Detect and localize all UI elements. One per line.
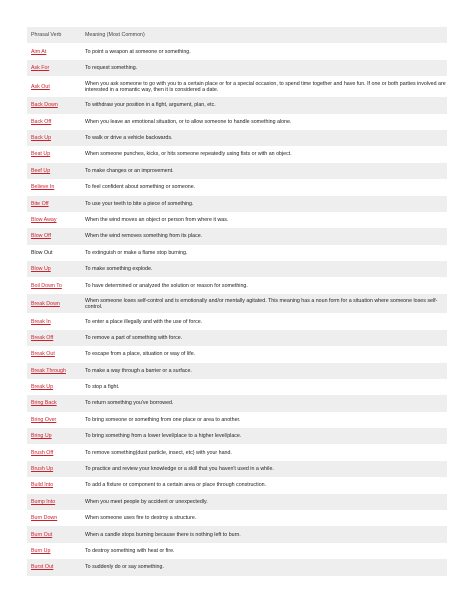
phrasal-verb-link[interactable]: Break Out bbox=[31, 351, 55, 358]
table-row bbox=[27, 379, 447, 395]
meaning-cell: To feel confident about something or someone. bbox=[85, 184, 196, 191]
phrasal-verb-link[interactable]: Believe In bbox=[31, 184, 55, 191]
phrasal-verb-cell bbox=[27, 428, 81, 444]
meaning-cell: To have determined or analyzed the solution or reason for something. bbox=[85, 282, 248, 289]
phrasal-verb-link[interactable]: Bump Into bbox=[31, 498, 56, 505]
phrasal-verb-cell bbox=[27, 97, 81, 113]
table-body bbox=[27, 43, 447, 575]
phrasal-verb-link[interactable]: Break Up bbox=[31, 384, 54, 391]
phrasal-verb-cell bbox=[27, 212, 81, 228]
meaning-cell: When someone loses self-control and is emotionally and/or mentally agitated. This meaning has a noun form for a situation where someone loses self-control. bbox=[81, 294, 447, 314]
table-row bbox=[27, 477, 447, 493]
phrasal-verb-cell bbox=[27, 146, 81, 162]
meaning-cell: To practice and review your knowledge or a skill that you haven't used in a while. bbox=[81, 461, 447, 477]
phrasal-verb-cell bbox=[27, 477, 81, 493]
meaning-cell: To enter a place illegally and with the use of force. bbox=[85, 318, 203, 325]
phrasal-verb-link[interactable]: Ask Out bbox=[31, 83, 50, 90]
table-row bbox=[27, 412, 447, 428]
meaning-cell: When you leave an emotional situation, or to allow someone to handle something alone. bbox=[85, 118, 292, 125]
table-row bbox=[27, 330, 447, 346]
phrasal-verb-link[interactable]: Burn Up bbox=[31, 547, 51, 554]
meaning-cell: When you meet people by accident or unexpectedly. bbox=[81, 494, 447, 510]
meaning-cell: To suddenly do or say something. bbox=[81, 559, 447, 575]
phrasal-verb-link[interactable]: Break Down bbox=[31, 300, 60, 307]
phrasal-verb-cell bbox=[27, 461, 81, 477]
table-row bbox=[27, 146, 447, 162]
table-row bbox=[27, 510, 447, 526]
meaning-cell: When you ask someone to go with you to a certain place or for a special occasion, to spend time together and have fun. If one or both parties involved are interested in a romantic way, then it is considered a date. bbox=[85, 80, 446, 93]
phrasal-verb-table bbox=[27, 27, 447, 576]
meaning-cell: When someone uses fire to destroy a structure. bbox=[85, 515, 197, 522]
meaning-cell: To bring someone or something from one place or area to another. bbox=[85, 416, 241, 423]
phrasal-verb-link[interactable]: Build Into bbox=[31, 482, 54, 489]
table-row bbox=[27, 212, 447, 228]
phrasal-verb-link[interactable]: Boil Down To bbox=[31, 282, 62, 289]
meaning-cell: To make a way through a barrier or a surface. bbox=[81, 363, 447, 379]
phrasal-verb-link[interactable]: Blow Up bbox=[31, 266, 51, 273]
column-header-verb: Phrasal Verb bbox=[27, 27, 81, 43]
meaning-cell: To return something you've borrowed. bbox=[81, 395, 447, 411]
meaning-cell: To remove a part of something with force. bbox=[81, 330, 447, 346]
table-row bbox=[27, 494, 447, 510]
table-row bbox=[27, 196, 447, 212]
meaning-cell: When a candle stops burning because there is nothing left to burn. bbox=[81, 526, 447, 542]
meaning-cell: To make changes or an improvement. bbox=[81, 163, 447, 179]
document-page bbox=[27, 27, 447, 576]
meaning-cell: To add a fixture or component to a certain area or place through construction. bbox=[85, 482, 267, 489]
table-row bbox=[27, 130, 447, 146]
phrasal-verb-link[interactable]: Burn Out bbox=[31, 531, 53, 538]
phrasal-verb-cell bbox=[27, 395, 81, 411]
table-row bbox=[27, 43, 447, 59]
table-row bbox=[27, 395, 447, 411]
meaning-cell: To remove something(dust particle, insect, etc) with your hand. bbox=[85, 449, 232, 456]
phrasal-verb-link[interactable]: Break Off bbox=[31, 334, 54, 341]
phrasal-verb-cell bbox=[27, 163, 81, 179]
phrasal-verb-cell bbox=[27, 261, 81, 277]
phrasal-verb-link[interactable]: Back Down bbox=[31, 102, 58, 109]
meaning-cell: To point a weapon at someone or something. bbox=[85, 48, 191, 55]
phrasal-verb-link[interactable]: Back Up bbox=[31, 135, 52, 142]
table-row bbox=[27, 346, 447, 362]
table-row bbox=[27, 60, 447, 76]
meaning-cell: To stop a fight. bbox=[85, 384, 120, 391]
phrasal-verb-cell bbox=[27, 179, 81, 195]
column-header-meaning: Meaning (Most Common) bbox=[81, 27, 447, 43]
table-row bbox=[27, 245, 447, 261]
table-row bbox=[27, 294, 447, 314]
phrasal-verb-cell bbox=[27, 543, 81, 559]
phrasal-verb-link[interactable]: Burn Down bbox=[31, 515, 58, 522]
meaning-cell: When someone punches, kicks, or hits someone repeatedly using fists or with an object. bbox=[85, 151, 292, 158]
meaning-cell: To extinguish or make a flame stop burning. bbox=[85, 249, 188, 256]
table-row bbox=[27, 261, 447, 277]
phrasal-verb-cell bbox=[27, 196, 81, 212]
meaning-cell: To make something explode. bbox=[81, 261, 447, 277]
phrasal-verb-link[interactable]: Brush Up bbox=[31, 466, 54, 473]
meaning-cell: To withdraw your position in a fight, argument, plan, etc. bbox=[81, 97, 447, 113]
meaning-cell: To destroy something with heat or fire. bbox=[85, 547, 175, 554]
phrasal-verb-link[interactable]: Back Off bbox=[31, 118, 52, 125]
phrasal-verb-link[interactable]: Break Through bbox=[31, 367, 66, 374]
phrasal-verb-cell bbox=[27, 444, 81, 460]
phrasal-verb-link[interactable]: Blow Away bbox=[31, 217, 57, 224]
phrasal-verb-cell bbox=[27, 277, 81, 293]
phrasal-verb-cell bbox=[27, 114, 81, 130]
phrasal-verb-link[interactable]: Bring Back bbox=[31, 400, 57, 407]
table-header-row bbox=[27, 27, 447, 43]
phrasal-verb-cell bbox=[27, 330, 81, 346]
phrasal-verb-cell bbox=[27, 526, 81, 542]
phrasal-verb-cell bbox=[27, 76, 81, 97]
table-row bbox=[27, 363, 447, 379]
phrasal-verb-link[interactable]: Bring Up bbox=[31, 433, 52, 440]
phrasal-verb-link[interactable]: Brush Off bbox=[31, 449, 54, 456]
meaning-cell: To request something. bbox=[81, 60, 447, 76]
table-row bbox=[27, 559, 447, 575]
phrasal-verb-link[interactable]: Burst Out bbox=[31, 564, 54, 571]
phrasal-verb-cell bbox=[27, 346, 81, 362]
phrasal-verb-link[interactable]: Ask For bbox=[31, 64, 50, 71]
meaning-cell: To use your teeth to bite a piece of something. bbox=[81, 196, 447, 212]
table-row bbox=[27, 428, 447, 444]
table-row bbox=[27, 526, 447, 542]
meaning-cell: When the wind moves an object or person from where it was. bbox=[85, 217, 229, 224]
phrasal-verb-cell bbox=[27, 379, 81, 395]
table-row bbox=[27, 97, 447, 113]
phrasal-verb-cell: Blow Out bbox=[31, 249, 53, 256]
phrasal-verb-link[interactable]: Beef Up bbox=[31, 167, 51, 174]
meaning-cell: When the wind removes something from its place. bbox=[81, 228, 447, 244]
phrasal-verb-cell bbox=[27, 510, 81, 526]
table-row bbox=[27, 277, 447, 293]
table-row bbox=[27, 313, 447, 329]
phrasal-verb-cell bbox=[27, 313, 81, 329]
table-row bbox=[27, 114, 447, 130]
phrasal-verb-link[interactable]: Aim At bbox=[31, 48, 47, 55]
meaning-cell: To bring something from a lower level/place to a higher level/place. bbox=[81, 428, 447, 444]
phrasal-verb-cell bbox=[27, 559, 81, 575]
phrasal-verb-cell bbox=[27, 43, 81, 59]
phrasal-verb-cell bbox=[27, 363, 81, 379]
phrasal-verb-cell bbox=[27, 130, 81, 146]
table-row bbox=[27, 461, 447, 477]
phrasal-verb-cell bbox=[27, 228, 81, 244]
phrasal-verb-link[interactable]: Bring Over bbox=[31, 416, 57, 423]
table-row bbox=[27, 444, 447, 460]
table-row bbox=[27, 228, 447, 244]
table-row bbox=[27, 163, 447, 179]
table-row bbox=[27, 543, 447, 559]
meaning-cell: To walk or drive a vehicle backwards. bbox=[81, 130, 447, 146]
phrasal-verb-link[interactable]: Bite Off bbox=[31, 200, 49, 207]
meaning-cell: To escape from a place, situation or way of life. bbox=[85, 351, 196, 358]
phrasal-verb-cell bbox=[27, 494, 81, 510]
phrasal-verb-link[interactable]: Break In bbox=[31, 318, 51, 325]
phrasal-verb-link[interactable]: Blow Off bbox=[31, 233, 51, 240]
phrasal-verb-cell bbox=[27, 412, 81, 428]
table-row bbox=[27, 76, 447, 97]
table-row bbox=[27, 179, 447, 195]
phrasal-verb-cell bbox=[27, 294, 81, 314]
phrasal-verb-cell bbox=[27, 60, 81, 76]
phrasal-verb-link[interactable]: Beat Up bbox=[31, 151, 51, 158]
